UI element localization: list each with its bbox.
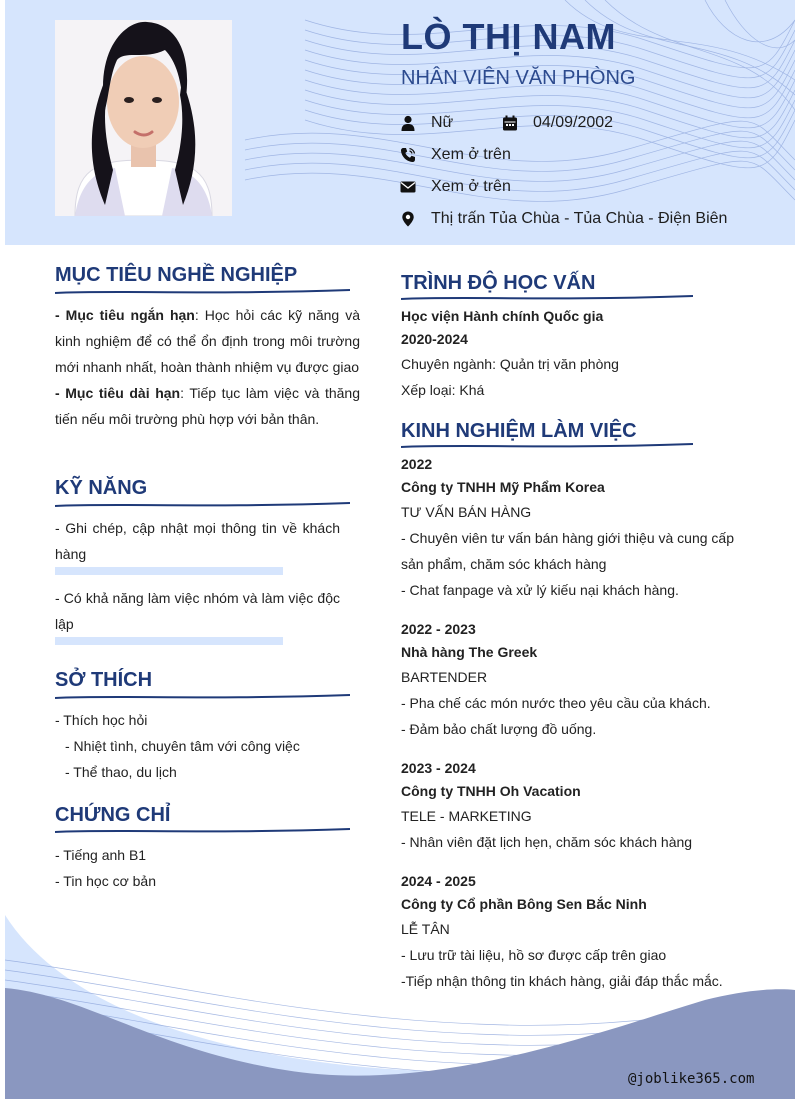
phone-row <box>400 146 511 164</box>
job-period: 2024 - 2025 <box>401 873 476 889</box>
objective-short-text: : Học hỏi các kỹ năng và kinh nghiệm để có thể ổn định trong môi trường mới nhanh nhất, hoàn thành nhiệm vụ được giao <box>55 307 360 375</box>
job-period: 2023 - 2024 <box>401 760 476 776</box>
profile-photo <box>55 20 232 216</box>
address-row <box>400 210 727 228</box>
objective-long-text: : Tiếp tục làm việc và thăng tiến nếu môi trường phù hợp với bản thân. <box>55 385 360 427</box>
phone-value: Xem ở trên <box>431 146 511 163</box>
job-company: Nhà hàng The Greek <box>401 644 538 660</box>
candidate-role: NHÂN VIÊN VĂN PHÒNG <box>401 67 636 89</box>
job-position: TELE - MARKETING <box>401 808 532 824</box>
watermark-text: @joblike365.com <box>628 1071 755 1087</box>
education-grade: Xếp loại: Khá <box>401 382 485 398</box>
certificate-item: - Tin học cơ bản <box>55 873 157 889</box>
map-pin-icon <box>400 211 416 227</box>
job-duty: - Chat fanpage và xử lý kiếu nại khách hàng. <box>401 582 679 598</box>
job-position: TƯ VẤN BÁN HÀNG <box>401 504 532 520</box>
job-period: 2022 - 2023 <box>401 621 476 637</box>
experience-underline <box>401 442 693 450</box>
hobby-item: - Nhiệt tình, chuyên tâm với công việc <box>65 738 300 754</box>
birthday-row <box>502 114 613 132</box>
objective-long-label: - Mục tiêu dài hạn <box>55 385 181 401</box>
hobbies-title: SỞ THÍCH <box>55 669 153 691</box>
job-company: Công ty Cổ phần Bông Sen Bắc Ninh <box>401 896 647 912</box>
experience-title: KINH NGHIỆM LÀM VIỆC <box>401 420 637 442</box>
job-position: BARTENDER <box>401 669 488 685</box>
phone-icon <box>400 147 416 163</box>
education-major: Chuyên ngành: Quản trị văn phòng <box>401 356 619 372</box>
education-underline <box>401 294 693 302</box>
footer-wave-decoration <box>5 900 795 1099</box>
certificates-underline <box>55 827 350 835</box>
job-duty: - Đảm bảo chất lượng đồ uống. <box>401 721 597 737</box>
job-duty: - Lưu trữ tài liệu, hồ sơ được cấp trên giao <box>401 947 667 963</box>
job-period: 2022 <box>401 456 433 472</box>
skill-item: - Ghi chép, cập nhật mọi thông tin về khách hàng <box>55 520 340 562</box>
hobby-item: - Thể thao, du lịch <box>65 764 177 780</box>
birthday-value: 04/09/2002 <box>533 114 614 131</box>
hobbies-underline <box>55 693 350 701</box>
candidate-name: LÒ THỊ NAM <box>401 16 616 57</box>
address-value: Thị trấn Tủa Chùa - Tủa Chùa - Điện Biên <box>431 210 728 227</box>
skills-underline <box>55 501 350 509</box>
skill-item: - Có khả năng làm việc nhóm và làm việc độc lập <box>55 590 340 632</box>
hobby-item: - Thích học hỏi <box>55 712 148 728</box>
job-duty: - Chuyên viên tư vấn bán hàng giới thiệu và cung cấp sản phẩm, chăm sóc khách hàng <box>401 530 734 572</box>
objective-short <box>55 302 360 380</box>
education-school: Học viện Hành chính Quốc gia <box>401 308 604 324</box>
footer-wave-shape <box>5 900 795 1099</box>
job-company: Công ty TNHH Oh Vacation <box>401 783 581 799</box>
objective-underline <box>55 288 350 296</box>
job-company: Công ty TNHH Mỹ Phẩm Korea <box>401 479 605 495</box>
job-duty: - Nhân viên đặt lịch hẹn, chăm sóc khách hàng <box>401 834 693 850</box>
skills-title: KỸ NĂNG <box>55 477 148 499</box>
objective-long <box>55 380 360 432</box>
gender-value: Nữ <box>431 114 454 131</box>
email-row <box>400 178 511 196</box>
portrait-image <box>55 20 232 216</box>
envelope-icon <box>400 179 416 195</box>
job-position: LỄ TÂN <box>401 921 450 937</box>
job-duty: -Tiếp nhận thông tin khách hàng, giải đáp thắc mắc. <box>401 973 723 989</box>
objective-short-label: - Mục tiêu ngắn hạn <box>55 307 195 323</box>
education-title: TRÌNH ĐỘ HỌC VẤN <box>401 272 596 294</box>
user-icon <box>400 115 416 131</box>
skill-level-bar <box>55 567 283 575</box>
email-value: Xem ở trên <box>431 178 511 195</box>
certificates-title: CHỨNG CHỈ <box>55 804 171 826</box>
education-years: 2020-2024 <box>401 331 468 347</box>
calendar-icon <box>502 115 518 131</box>
job-duty: - Pha chế các món nước theo yêu cầu của khách. <box>401 695 711 711</box>
certificate-item: - Tiếng anh B1 <box>55 847 147 863</box>
skill-level-bar <box>55 637 283 645</box>
gender-row <box>400 114 453 132</box>
objective-title: MỤC TIÊU NGHỀ NGHIỆP <box>55 264 298 286</box>
